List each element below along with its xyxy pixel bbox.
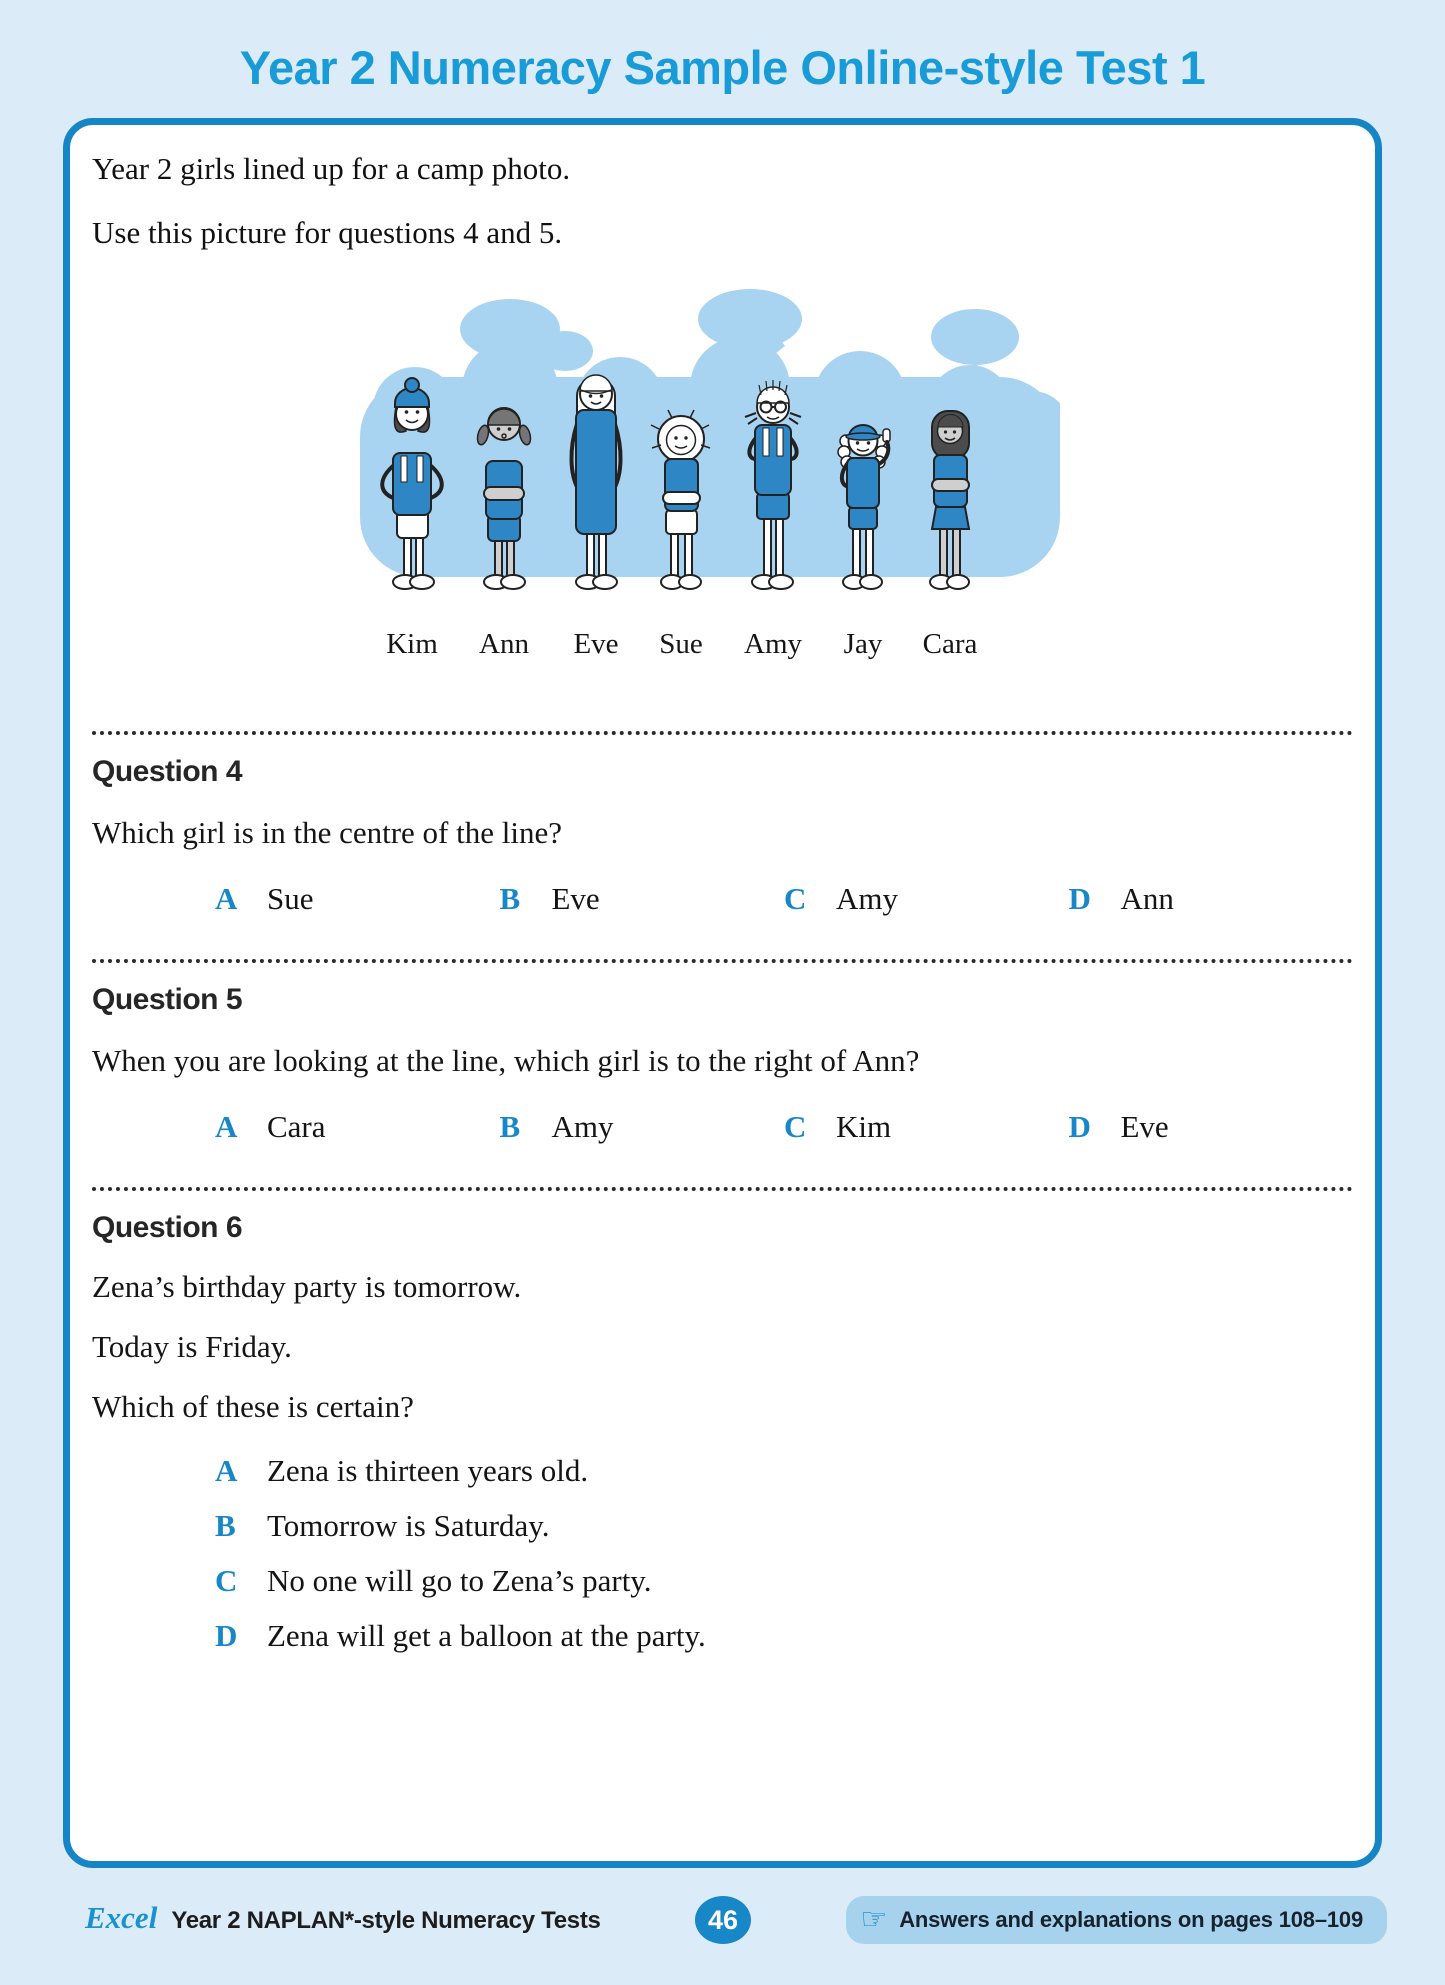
option-letter: A (215, 1109, 238, 1144)
question-5-option-a (215, 1109, 500, 1145)
option-text: Eve (1120, 1109, 1169, 1144)
question-6-option-d (92, 1618, 1353, 1654)
question-6-options (92, 1453, 1353, 1654)
answers-note-pill (846, 1896, 1387, 1944)
option-text: Tomorrow is Saturday. (267, 1508, 550, 1543)
question-5-option-d (1069, 1109, 1354, 1145)
option-letter: C (215, 1563, 238, 1598)
page-number-badge: 46 (695, 1896, 751, 1944)
page-title: Year 2 Numeracy Sample Online-style Test 1 (239, 41, 1206, 94)
option-letter: A (215, 1453, 238, 1488)
option-letter: C (784, 881, 807, 916)
girl-name-labels (386, 628, 977, 660)
page-footer (0, 1868, 1445, 1985)
question-4-label: Question 4 (92, 755, 243, 788)
question-6-line-2: Today is Friday. (92, 1329, 292, 1364)
option-text: Zena will get a balloon at the party. (267, 1618, 706, 1653)
section-divider (92, 959, 1353, 963)
question-4-text: Which girl is in the centre of the line? (92, 815, 562, 850)
girl-name-eve: Eve (573, 628, 619, 660)
question-5-text: When you are looking at the line, which girl is to the right of Ann? (92, 1043, 920, 1078)
option-letter: B (215, 1508, 236, 1543)
option-text: Amy (551, 1109, 614, 1144)
intro-line-2: Use this picture for questions 4 and 5. (92, 215, 563, 250)
question-4-options (92, 881, 1353, 917)
intro-line-1: Year 2 girls lined up for a camp photo. (92, 151, 571, 186)
camp-photo-illustration (360, 289, 1060, 667)
option-text: No one will go to Zena’s party. (267, 1563, 652, 1598)
option-text: Ann (1120, 881, 1174, 916)
question-6-line-1: Zena’s birthday party is tomorrow. (92, 1269, 522, 1304)
question-5-options (92, 1109, 1353, 1145)
question-6-line-3: Which of these is certain? (92, 1389, 414, 1424)
option-letter: A (215, 881, 238, 916)
answers-note-text: Answers and explanations on pages 108–109 (899, 1907, 1363, 1932)
girl-name-sue: Sue (659, 628, 703, 660)
question-6-option-a (92, 1453, 1353, 1489)
girl-name-jay: Jay (843, 628, 883, 660)
girl-name-kim: Kim (386, 628, 438, 660)
girl-name-amy: Amy (744, 628, 802, 660)
option-letter: C (784, 1109, 807, 1144)
footer-brandline (85, 1900, 601, 1936)
option-letter: D (215, 1618, 238, 1653)
question-4-option-d (1069, 881, 1354, 917)
option-text: Amy (836, 881, 898, 916)
series-title: Year 2 NAPLAN*-style Numeracy Tests (171, 1907, 601, 1934)
question-4-option-a (215, 881, 500, 917)
section-divider (92, 731, 1353, 735)
question-6 (92, 1211, 1353, 1654)
option-letter: B (499, 1109, 521, 1144)
option-text: Sue (267, 881, 314, 916)
section-divider (92, 1187, 1353, 1191)
question-5 (92, 983, 1353, 1145)
option-text: Eve (551, 881, 600, 916)
question-6-option-c (92, 1563, 1353, 1599)
option-text: Cara (267, 1109, 326, 1144)
option-text: Kim (836, 1109, 892, 1144)
camp-photo-drawing (360, 289, 1060, 667)
test-sheet (63, 118, 1382, 1868)
question-4 (92, 755, 1353, 917)
option-letter: B (499, 881, 521, 916)
page-header (0, 0, 1445, 118)
question-6-label: Question 6 (92, 1211, 243, 1244)
excel-logo: Excel (85, 1900, 158, 1935)
question-6-option-b (92, 1508, 1353, 1544)
question-4-option-c (784, 881, 1069, 917)
question-4-option-b (500, 881, 785, 917)
option-letter: D (1068, 1109, 1091, 1144)
girl-name-ann: Ann (479, 628, 529, 660)
question-5-option-c (784, 1109, 1069, 1145)
question-5-label: Question 5 (92, 983, 243, 1016)
option-letter: D (1068, 881, 1091, 916)
question-5-option-b (500, 1109, 785, 1145)
girl-name-cara: Cara (922, 628, 978, 660)
pointing-hand-icon: ☞ (860, 1902, 888, 1937)
option-text: Zena is thirteen years old. (267, 1453, 589, 1488)
